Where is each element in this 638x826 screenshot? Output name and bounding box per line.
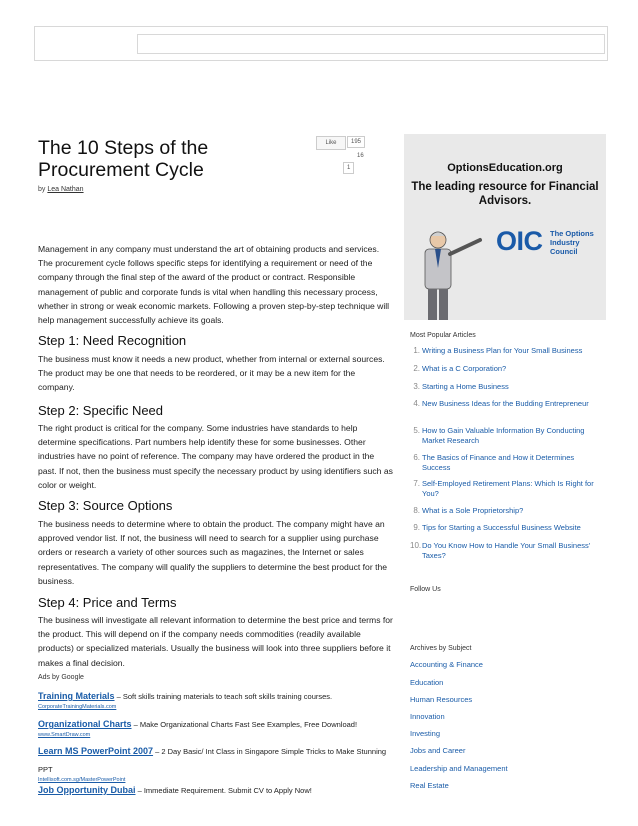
search-input[interactable]	[137, 34, 605, 54]
archive-link-human-resources[interactable]: Human Resources	[410, 695, 473, 704]
ad-url-link[interactable]: www.SmartDraw.com	[38, 732, 91, 738]
ad-description: Immediate Requirement. Submit CV to Apply Now!	[143, 786, 312, 795]
archive-link-leadership[interactable]: Leadership and Management	[410, 764, 508, 773]
step-3-body: The business needs to determine where to obtain the product. The company might have an approved vendor list. If not, the business will need to search for a supplier using purchase orders or research a variety of other sources such as magazines, the Internet or sales representatives. The company will qualify the suppliers to determine the best product for the business.	[38, 519, 388, 586]
article-intro: Management in any company must understand the art of obtaining products and services. The procurement cycle follows specific steps for identifying a requirement or need of the company through the final step of the award of the product or contract. Responsible management of public and corporate funds is vital when handling this necessary process, whether in strong or weak economic markets. Following a proven step-by-step technique will help management successfully achieve its goals.	[38, 244, 390, 326]
step-2-heading: Step 2: Specific Need	[38, 403, 164, 418]
like-count: 195	[347, 136, 365, 148]
byline-prefix: by	[38, 186, 46, 193]
plus-count: 1	[343, 162, 354, 174]
archive-link-real-estate[interactable]: Real Estate	[410, 781, 449, 790]
archive-link-education[interactable]: Education	[410, 678, 444, 687]
list-number: 8.	[413, 506, 420, 515]
archive-link-jobs-career[interactable]: Jobs and Career	[410, 746, 466, 755]
ad-description: 2 Day Basic/ Int Class in Singapore Simple Tricks to Make Stunning PPT	[38, 747, 387, 774]
oic-logo: OIC	[496, 226, 543, 256]
step-4-heading: Step 4: Price and Terms	[38, 595, 177, 610]
step-2-body: The right product is critical for the company. Some industries have standards to help determine specifications. Part numbers help identify these for some businesses. Other industries have no point of reference. The company may have ordered the product in the past. If not, then the business must specify the necessary product by using identifiers such as color or weight.	[38, 423, 393, 490]
text-ad: Training Materials – Soft skills training materials to teach soft skills training courses. CorporateTrainingMaterials.com	[38, 686, 393, 710]
top-navigation-bar	[34, 26, 608, 61]
byline	[38, 186, 84, 193]
ad-title-link[interactable]: Learn MS PowerPoint 2007	[38, 746, 154, 756]
archive-link-accounting-finance[interactable]: Accounting & Finance	[410, 660, 483, 669]
step-1-body: The business must know it needs a new product, whether from internal or external sources. The product may be one that needs to be reordered, or it may be a new item for the company.	[38, 354, 385, 393]
ads-label: Ads by Google	[38, 674, 84, 681]
text-ad: Job Opportunity Dubai – Immediate Requirement. Submit CV to Apply Now!	[38, 785, 312, 795]
text-ad: Organizational Charts – Make Organizational Charts Fast See Examples, Free Download! www.SmartDraw.com	[38, 714, 393, 738]
list-number: 5.	[413, 426, 420, 435]
ad-description: Make Organizational Charts Fast See Examples, Free Download!	[139, 720, 358, 729]
list-number: 7.	[413, 479, 420, 488]
banner-ad[interactable]	[404, 134, 606, 320]
step-3-heading: Step 3: Source Options	[38, 498, 173, 513]
archives-heading: Archives by Subject	[410, 645, 472, 652]
list-number: 4.	[413, 399, 420, 408]
text-ad: Learn MS PowerPoint 2007 – 2 Day Basic/ Int Class in Singapore Simple Tricks to Make Stunning PPT Intellisoft.com.sg/MasterPowerPoint	[38, 741, 393, 783]
list-number: 10.	[410, 541, 422, 550]
list-number: 2.	[413, 364, 420, 373]
step-4-body: The business will investigate all relevant information to determine the best price and terms for the product. This will depend on if the company needs commodities (readily available products) or specialized materials. Usually the business will look into three suppliers before it makes a final decision.	[38, 615, 393, 668]
banner-site: OptionsEducation.org	[447, 162, 563, 174]
share-count: 16	[354, 151, 367, 161]
popular-articles-heading: Most Popular Articles	[410, 332, 476, 339]
banner-tagline: The leading resource for Financial Advisors.	[411, 181, 599, 207]
like-button[interactable]: Like	[316, 136, 346, 150]
article-title: The 10 Steps of the Procurement Cycle	[38, 137, 209, 181]
ad-description: Soft skills training materials to teach soft skills training courses.	[122, 692, 333, 701]
ad-title-link[interactable]: Training Materials	[38, 691, 115, 701]
archive-link-innovation[interactable]: Innovation	[410, 712, 445, 721]
author-link[interactable]: Lea Nathan	[47, 186, 84, 193]
archive-link-investing[interactable]: Investing	[410, 729, 441, 738]
list-number: 6.	[413, 453, 420, 462]
step-1-heading: Step 1: Need Recognition	[38, 333, 187, 348]
ad-title-link[interactable]: Organizational Charts	[38, 719, 132, 729]
list-number: 1.	[413, 346, 420, 355]
ad-title-link[interactable]: Job Opportunity Dubai	[38, 785, 136, 795]
oic-logo-subtitle: The Options Industry Council	[550, 229, 594, 256]
ad-url-link[interactable]: CorporateTrainingMaterials.com	[38, 704, 117, 710]
list-number: 3.	[413, 382, 420, 391]
list-number: 9.	[413, 523, 420, 532]
follow-us-heading: Follow Us	[410, 586, 441, 593]
ad-url-link[interactable]: Intellisoft.com.sg/MasterPowerPoint	[38, 777, 126, 783]
